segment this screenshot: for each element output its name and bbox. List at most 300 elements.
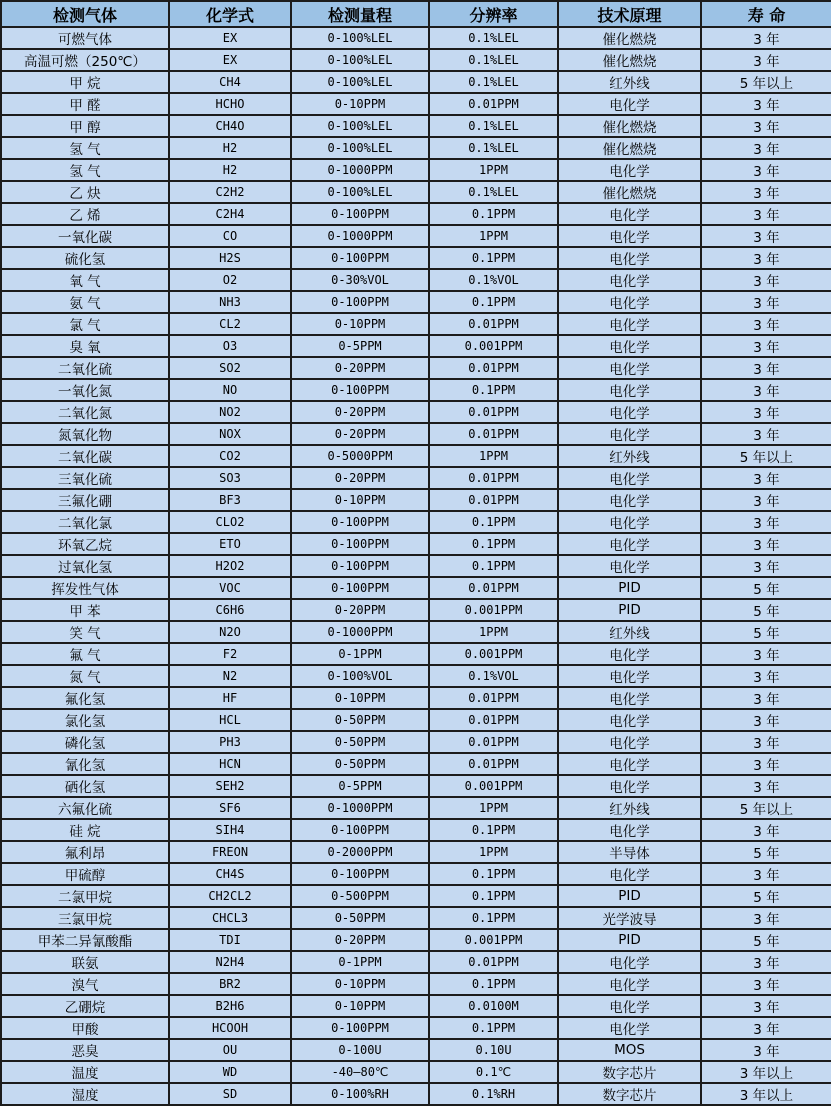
cell-lifespan: 3 年 [701,1039,831,1061]
cell-resolution: 0.10U [429,1039,558,1061]
table-row [1,49,831,71]
cell-lifespan: 3 年 [701,951,831,973]
cell-resolution: 0.1PPM [429,555,558,577]
cell-gas: 湿度 [1,1083,169,1105]
cell-formula: CH4 [169,71,291,93]
cell-lifespan: 3 年 [701,203,831,225]
table-row [1,313,831,335]
cell-formula: HCN [169,753,291,775]
table-row [1,885,831,907]
cell-formula: EX [169,49,291,71]
cell-lifespan: 3 年 [701,1017,831,1039]
cell-principle: 光学波导 [558,907,701,929]
cell-gas: 一氧化氮 [1,379,169,401]
cell-principle: 电化学 [558,467,701,489]
cell-formula: VOC [169,577,291,599]
table-row [1,1039,831,1061]
cell-formula: OU [169,1039,291,1061]
cell-lifespan: 5 年 [701,885,831,907]
cell-resolution: 0.1PPM [429,907,558,929]
table-row [1,335,831,357]
cell-principle: 电化学 [558,819,701,841]
cell-formula: NO2 [169,401,291,423]
column-header-resolution: 分辨率 [429,1,558,27]
cell-range: 0-100PPM [291,577,429,599]
cell-lifespan: 5 年以上 [701,797,831,819]
column-header-formula: 化学式 [169,1,291,27]
cell-resolution: 0.1PPM [429,973,558,995]
cell-formula: O2 [169,269,291,291]
cell-gas: 一氧化碳 [1,225,169,247]
cell-formula: CLO2 [169,511,291,533]
cell-principle: 红外线 [558,445,701,467]
cell-range: 0-1000PPM [291,159,429,181]
cell-lifespan: 3 年 [701,973,831,995]
cell-resolution: 0.1%VOL [429,665,558,687]
cell-lifespan: 3 年 [701,27,831,49]
cell-lifespan: 3 年 [701,489,831,511]
table-row [1,159,831,181]
cell-formula: WD [169,1061,291,1083]
cell-principle: 电化学 [558,709,701,731]
cell-range: 0-100PPM [291,247,429,269]
cell-range: 0-1000PPM [291,797,429,819]
cell-lifespan: 3 年 [701,181,831,203]
cell-principle: 电化学 [558,335,701,357]
cell-lifespan: 3 年 [701,665,831,687]
cell-formula: CH4S [169,863,291,885]
cell-formula: SF6 [169,797,291,819]
cell-principle: 电化学 [558,995,701,1017]
table-row [1,577,831,599]
cell-resolution: 0.1PPM [429,511,558,533]
cell-principle: 红外线 [558,797,701,819]
table-row [1,973,831,995]
cell-range: 0-20PPM [291,467,429,489]
cell-range: 0-100PPM [291,863,429,885]
table-row [1,797,831,819]
cell-range: 0-100%LEL [291,27,429,49]
cell-formula: NOX [169,423,291,445]
cell-formula: HCOOH [169,1017,291,1039]
cell-range: 0-100%LEL [291,71,429,93]
cell-principle: 电化学 [558,225,701,247]
table-row [1,951,831,973]
cell-principle: 电化学 [558,379,701,401]
cell-range: 0-100%VOL [291,665,429,687]
cell-principle: 催化燃烧 [558,137,701,159]
cell-principle: 电化学 [558,665,701,687]
cell-range: 0-10PPM [291,973,429,995]
cell-lifespan: 3 年 [701,753,831,775]
cell-lifespan: 3 年 [701,379,831,401]
cell-lifespan: 3 年 [701,709,831,731]
cell-formula: BF3 [169,489,291,511]
column-header-principle: 技术原理 [558,1,701,27]
cell-range: 0-100U [291,1039,429,1061]
table-row [1,753,831,775]
cell-lifespan: 3 年 [701,687,831,709]
table-row [1,929,831,951]
cell-resolution: 0.01PPM [429,467,558,489]
cell-gas: 联氨 [1,951,169,973]
cell-lifespan: 3 年 [701,401,831,423]
cell-range: 0-10PPM [291,489,429,511]
cell-formula: N2O [169,621,291,643]
cell-range: 0-100%LEL [291,137,429,159]
cell-resolution: 0.1PPM [429,203,558,225]
table-row [1,863,831,885]
table-row [1,137,831,159]
cell-lifespan: 5 年 [701,621,831,643]
cell-lifespan: 3 年 [701,247,831,269]
cell-resolution: 1PPM [429,445,558,467]
table-row [1,181,831,203]
table-row [1,621,831,643]
cell-lifespan: 3 年 [701,533,831,555]
cell-gas: 高温可燃（250℃） [1,49,169,71]
cell-gas: 甲 苯 [1,599,169,621]
cell-gas: 氯 气 [1,313,169,335]
cell-formula: N2 [169,665,291,687]
cell-gas: 氮氧化物 [1,423,169,445]
cell-principle: 催化燃烧 [558,49,701,71]
cell-formula: C2H2 [169,181,291,203]
cell-lifespan: 3 年以上 [701,1061,831,1083]
cell-range: 0-2000PPM [291,841,429,863]
cell-resolution: 0.1%LEL [429,115,558,137]
cell-resolution: 0.0100M [429,995,558,1017]
cell-resolution: 0.1PPM [429,885,558,907]
cell-range: 0-100PPM [291,555,429,577]
column-header-range: 检测量程 [291,1,429,27]
cell-gas: 氢 气 [1,159,169,181]
cell-formula: PH3 [169,731,291,753]
cell-gas: 臭 氧 [1,335,169,357]
cell-resolution: 1PPM [429,621,558,643]
cell-resolution: 0.01PPM [429,313,558,335]
cell-range: 0-10PPM [291,93,429,115]
cell-gas: 温度 [1,1061,169,1083]
cell-principle: 催化燃烧 [558,181,701,203]
cell-formula: SO3 [169,467,291,489]
cell-principle: PID [558,577,701,599]
cell-formula: O3 [169,335,291,357]
cell-resolution: 1PPM [429,225,558,247]
cell-formula: CL2 [169,313,291,335]
cell-formula: SEH2 [169,775,291,797]
cell-resolution: 0.1PPM [429,247,558,269]
cell-resolution: 0.1%VOL [429,269,558,291]
cell-gas: 氢 气 [1,137,169,159]
cell-gas: 二氯甲烷 [1,885,169,907]
cell-resolution: 0.01PPM [429,951,558,973]
table-row [1,489,831,511]
cell-lifespan: 5 年以上 [701,71,831,93]
cell-gas: 二氧化硫 [1,357,169,379]
table-row [1,995,831,1017]
cell-gas: 甲苯二异氰酸酯 [1,929,169,951]
cell-gas: 甲硫醇 [1,863,169,885]
cell-formula: NO [169,379,291,401]
cell-range: 0-100PPM [291,533,429,555]
cell-lifespan: 3 年 [701,555,831,577]
cell-formula: CO2 [169,445,291,467]
cell-resolution: 0.001PPM [429,643,558,665]
cell-gas: 甲 烷 [1,71,169,93]
table-row [1,1061,831,1083]
table-row [1,93,831,115]
table-row [1,1017,831,1039]
cell-gas: 硒化氢 [1,775,169,797]
cell-gas: 氮 气 [1,665,169,687]
cell-principle: 催化燃烧 [558,27,701,49]
table-row [1,203,831,225]
cell-lifespan: 3 年 [701,467,831,489]
cell-range: 0-5000PPM [291,445,429,467]
table-row [1,115,831,137]
cell-formula: H2O2 [169,555,291,577]
cell-lifespan: 3 年 [701,907,831,929]
cell-gas: 甲 醛 [1,93,169,115]
cell-resolution: 0.01PPM [429,731,558,753]
cell-resolution: 0.1%LEL [429,49,558,71]
cell-gas: 可燃气体 [1,27,169,49]
cell-resolution: 0.1%LEL [429,137,558,159]
cell-gas: 过氧化氢 [1,555,169,577]
cell-lifespan: 3 年 [701,269,831,291]
cell-resolution: 0.01PPM [429,577,558,599]
table-row [1,291,831,313]
cell-range: 0-50PPM [291,753,429,775]
cell-lifespan: 3 年 [701,137,831,159]
cell-formula: CH2CL2 [169,885,291,907]
cell-resolution: 1PPM [429,841,558,863]
cell-formula: H2 [169,159,291,181]
cell-principle: 电化学 [558,313,701,335]
cell-lifespan: 5 年 [701,929,831,951]
cell-principle: 电化学 [558,973,701,995]
table-row [1,1083,831,1105]
cell-formula: NH3 [169,291,291,313]
cell-gas: 挥发性气体 [1,577,169,599]
cell-formula: CHCL3 [169,907,291,929]
cell-formula: TDI [169,929,291,951]
table-body [1,27,831,1105]
cell-principle: 电化学 [558,775,701,797]
cell-principle: MOS [558,1039,701,1061]
cell-gas: 三氧化硫 [1,467,169,489]
cell-formula: HF [169,687,291,709]
cell-principle: 电化学 [558,511,701,533]
cell-principle: PID [558,885,701,907]
cell-lifespan: 3 年 [701,357,831,379]
cell-resolution: 0.01PPM [429,93,558,115]
cell-range: 0-50PPM [291,709,429,731]
cell-resolution: 0.001PPM [429,599,558,621]
cell-principle: 电化学 [558,863,701,885]
cell-resolution: 0.1%LEL [429,27,558,49]
column-header-lifespan: 寿 命 [701,1,831,27]
cell-range: 0-50PPM [291,907,429,929]
cell-gas: 乙 烯 [1,203,169,225]
cell-formula: ETO [169,533,291,555]
cell-gas: 环氧乙烷 [1,533,169,555]
cell-range: 0-5PPM [291,335,429,357]
table-row [1,709,831,731]
cell-formula: C6H6 [169,599,291,621]
table-row [1,907,831,929]
cell-range: 0-100PPM [291,819,429,841]
cell-formula: H2 [169,137,291,159]
table-row [1,247,831,269]
cell-lifespan: 5 年 [701,577,831,599]
cell-formula: BR2 [169,973,291,995]
cell-range: 0-20PPM [291,929,429,951]
cell-lifespan: 3 年 [701,511,831,533]
cell-principle: 电化学 [558,291,701,313]
table-row [1,841,831,863]
table-row [1,533,831,555]
cell-gas: 磷化氢 [1,731,169,753]
cell-principle: 电化学 [558,731,701,753]
cell-lifespan: 3 年 [701,819,831,841]
cell-principle: 电化学 [558,643,701,665]
cell-range: 0-10PPM [291,687,429,709]
cell-range: 0-10PPM [291,995,429,1017]
cell-formula: CH4O [169,115,291,137]
cell-range: 0-5PPM [291,775,429,797]
cell-resolution: 0.001PPM [429,929,558,951]
table-row [1,269,831,291]
cell-gas: 氧 气 [1,269,169,291]
cell-formula: FREON [169,841,291,863]
cell-lifespan: 5 年 [701,841,831,863]
cell-formula: C2H4 [169,203,291,225]
cell-gas: 氟化氢 [1,687,169,709]
cell-principle: PID [558,929,701,951]
cell-lifespan: 3 年 [701,863,831,885]
cell-formula: F2 [169,643,291,665]
cell-resolution: 0.001PPM [429,775,558,797]
cell-formula: SD [169,1083,291,1105]
cell-formula: EX [169,27,291,49]
cell-gas: 硅 烷 [1,819,169,841]
cell-lifespan: 3 年 [701,335,831,357]
cell-principle: 红外线 [558,71,701,93]
cell-gas: 三氟化硼 [1,489,169,511]
table-row [1,555,831,577]
cell-lifespan: 3 年 [701,93,831,115]
cell-resolution: 0.01PPM [429,401,558,423]
cell-formula: H2S [169,247,291,269]
cell-range: 0-100PPM [291,291,429,313]
cell-gas: 笑 气 [1,621,169,643]
cell-resolution: 0.01PPM [429,687,558,709]
cell-lifespan: 3 年以上 [701,1083,831,1105]
table-row [1,423,831,445]
cell-principle: 电化学 [558,687,701,709]
cell-range: 0-500PPM [291,885,429,907]
cell-range: 0-1000PPM [291,621,429,643]
cell-lifespan: 3 年 [701,159,831,181]
cell-lifespan: 3 年 [701,643,831,665]
cell-formula: SIH4 [169,819,291,841]
cell-range: -40—80℃ [291,1061,429,1083]
cell-principle: 电化学 [558,159,701,181]
table-row [1,687,831,709]
cell-resolution: 0.1%LEL [429,181,558,203]
table-row [1,599,831,621]
cell-lifespan: 3 年 [701,775,831,797]
cell-range: 0-30%VOL [291,269,429,291]
cell-gas: 乙硼烷 [1,995,169,1017]
cell-principle: PID [558,599,701,621]
cell-gas: 氟 气 [1,643,169,665]
cell-range: 0-1PPM [291,951,429,973]
cell-gas: 甲酸 [1,1017,169,1039]
cell-resolution: 0.01PPM [429,753,558,775]
table-row [1,775,831,797]
cell-gas: 氟利昂 [1,841,169,863]
cell-range: 0-100%LEL [291,49,429,71]
cell-range: 0-1PPM [291,643,429,665]
cell-principle: 电化学 [558,951,701,973]
table-row [1,643,831,665]
cell-range: 0-100%LEL [291,181,429,203]
cell-range: 0-1000PPM [291,225,429,247]
cell-lifespan: 3 年 [701,423,831,445]
cell-gas: 甲 醇 [1,115,169,137]
cell-resolution: 0.1%RH [429,1083,558,1105]
cell-principle: 电化学 [558,753,701,775]
cell-range: 0-50PPM [291,731,429,753]
cell-gas: 三氯甲烷 [1,907,169,929]
cell-gas: 乙 炔 [1,181,169,203]
cell-principle: 电化学 [558,247,701,269]
cell-gas: 六氟化硫 [1,797,169,819]
cell-lifespan: 3 年 [701,291,831,313]
cell-principle: 电化学 [558,203,701,225]
cell-resolution: 0.01PPM [429,709,558,731]
cell-lifespan: 3 年 [701,995,831,1017]
table-row [1,401,831,423]
cell-resolution: 0.1PPM [429,819,558,841]
cell-principle: 半导体 [558,841,701,863]
cell-gas: 氨 气 [1,291,169,313]
cell-resolution: 0.01PPM [429,357,558,379]
cell-resolution: 0.1PPM [429,1017,558,1039]
cell-principle: 电化学 [558,93,701,115]
cell-resolution: 0.1PPM [429,291,558,313]
table-row [1,27,831,49]
cell-resolution: 0.1%LEL [429,71,558,93]
cell-resolution: 0.01PPM [429,489,558,511]
cell-gas: 氰化氢 [1,753,169,775]
cell-range: 0-10PPM [291,313,429,335]
cell-lifespan: 3 年 [701,49,831,71]
cell-principle: 电化学 [558,357,701,379]
cell-resolution: 0.001PPM [429,335,558,357]
table-row [1,467,831,489]
cell-resolution: 1PPM [429,159,558,181]
cell-gas: 二氧化氯 [1,511,169,533]
table-row [1,731,831,753]
cell-gas: 恶臭 [1,1039,169,1061]
cell-range: 0-100%LEL [291,115,429,137]
cell-lifespan: 3 年 [701,225,831,247]
cell-resolution: 0.01PPM [429,423,558,445]
